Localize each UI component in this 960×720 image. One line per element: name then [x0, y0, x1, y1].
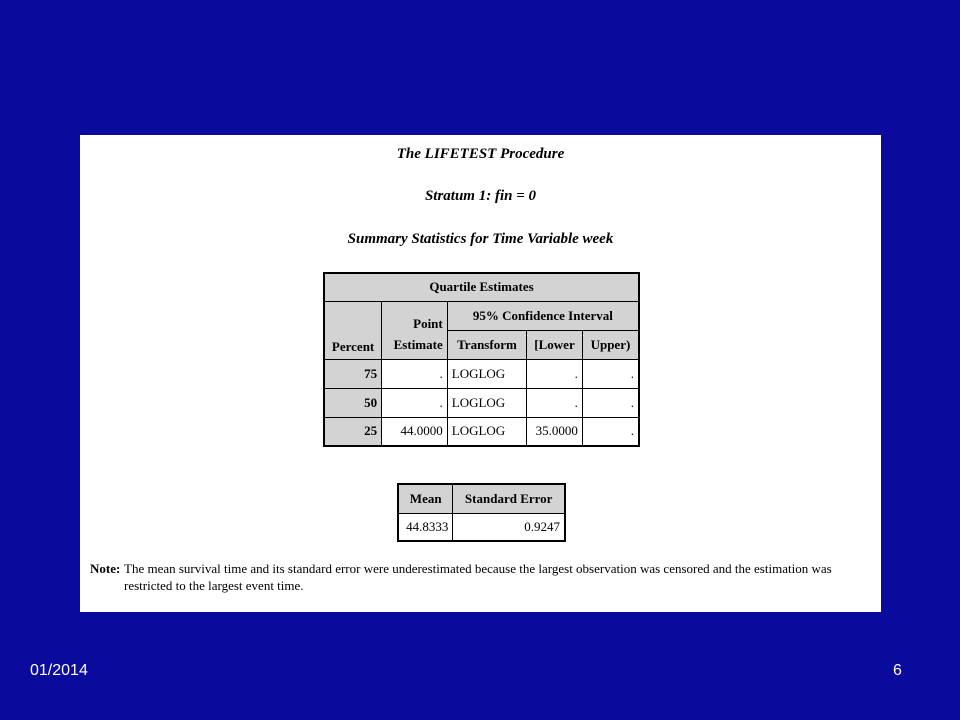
summary-title: Summary Statistics for Time Variable week: [347, 231, 614, 247]
quartile-estimates-table: [323, 272, 640, 447]
lower-cell: .: [527, 388, 583, 417]
lower-cell: 35.0000: [527, 417, 583, 446]
transform-cell: LOGLOG: [447, 359, 526, 388]
procedure-title: The LIFETEST Procedure: [396, 146, 565, 162]
point-header-line1: Point: [413, 315, 443, 331]
table-row: [398, 513, 565, 541]
upper-cell: .: [582, 388, 639, 417]
mean-header: Mean: [398, 484, 453, 513]
footer-date: 01/2014: [30, 662, 88, 679]
transform-cell: LOGLOG: [447, 417, 526, 446]
upper-cell: .: [582, 417, 639, 446]
transform-header: Transform: [447, 330, 526, 359]
point-header-line2: Estimate: [393, 336, 443, 352]
estimate-cell: 44.0000: [382, 417, 448, 446]
table-row: [324, 417, 639, 446]
mean-table: [397, 483, 566, 542]
upper-header: Upper): [582, 330, 639, 359]
stratum-title: Stratum 1: fin = 0: [424, 188, 537, 204]
upper-cell: .: [582, 359, 639, 388]
estimate-cell: .: [382, 388, 448, 417]
percent-cell: 75: [324, 359, 382, 388]
percent-cell: 25: [324, 417, 382, 446]
percent-cell: 50: [324, 388, 382, 417]
note-text: The mean survival time and its standard error were underestimated because the largest observation was censored and the estimation was restricted to the largest event time.: [124, 561, 832, 593]
standard-error-header: Standard Error: [453, 484, 565, 513]
output-panel: [80, 135, 881, 612]
note: [90, 560, 870, 594]
table-row: [324, 359, 639, 388]
ci-header: 95% Confidence Interval: [447, 301, 639, 330]
estimate-cell: .: [382, 359, 448, 388]
page-number: 6: [893, 662, 902, 679]
lower-cell: .: [527, 359, 583, 388]
note-label: Note:: [90, 561, 121, 576]
quartile-table-title: Quartile Estimates: [324, 273, 639, 301]
lower-header: [Lower: [527, 330, 583, 359]
percent-header: Percent: [324, 301, 382, 359]
transform-cell: LOGLOG: [447, 388, 526, 417]
mean-value: 44.8333: [398, 513, 453, 541]
table-row: [324, 388, 639, 417]
standard-error-value: 0.9247: [453, 513, 565, 541]
point-estimate-header: [382, 301, 448, 359]
